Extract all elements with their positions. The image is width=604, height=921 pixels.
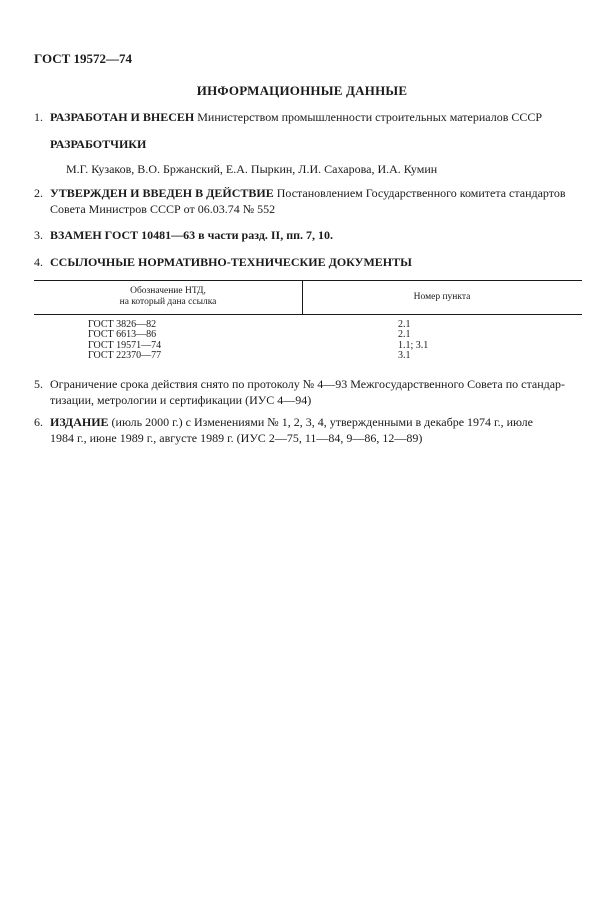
section-6-number: 6. [34,415,43,429]
section-2-number: 2. [34,186,43,200]
section-4-number: 4. [34,255,43,269]
section-1-lead: РАЗРАБОТАН И ВНЕСЕН [50,110,195,124]
section-6 [34,414,582,446]
section-2-line2: Совета Министров СССР от 06.03.74 № 552 [50,202,276,216]
section-5-line1: Ограничение срока действия снято по протоколу № 4—93 Межгосударственного Совета по стандар- [50,377,566,391]
section-5-line2: тизации, метрологии и сертификации (ИУС 4—94) [50,393,312,407]
section-4 [34,254,582,270]
section-1-text: Министерством промышленности строительных материалов СССР [197,110,543,124]
section-3 [34,227,582,243]
section-6-lead: ИЗДАНИЕ [50,415,109,429]
section-2-lead: УТВЕРЖДЕН И ВВЕДЕН В ДЕЙСТВИЕ [50,186,274,200]
table-row: 2.1 [398,319,411,330]
table-row: ГОСТ 3826—82 [88,319,157,330]
table-row: ГОСТ 6613—86 [88,329,157,341]
table-row: ГОСТ 19571—74 [88,339,162,351]
reference-table [34,280,582,362]
section-3-number: 3. [34,228,43,242]
table-row: ГОСТ 22370—77 [88,350,162,362]
table-header-document [34,286,302,308]
section-5 [34,376,582,408]
table-row: 2.1 [398,329,411,341]
table-header-rule [34,314,582,315]
developers-names: М.Г. Кузаков, В.О. Бржанский, Е.А. Пыркин, Л.И. Сахарова, И.А. Кумин [66,162,438,176]
developers-label: РАЗРАБОТЧИКИ [50,137,147,151]
section-6-line1: (июль 2000 г.) с Изменениями № 1, 2, 3, 4, утвержденными в декабре 1974 г., июле [111,415,533,429]
page-title: ИНФОРМАЦИОННЫЕ ДАННЫЕ [196,83,408,98]
table-column-documents [88,320,161,362]
table-top-rule [34,280,582,281]
section-4-text: ССЫЛОЧНЫЕ НОРМАТИВНО-ТЕХНИЧЕСКИЕ ДОКУМЕНТЫ [50,255,412,269]
section-3-text: ВЗАМЕН ГОСТ 10481—63 в части разд. II, пп. 7, 10. [50,228,334,242]
section-2 [34,185,582,217]
table-row: 1.1; 3.1 [398,339,429,351]
table-row: 3.1 [398,350,411,362]
table-header-document-line2: на который дана ссылка [119,297,217,307]
section-1 [34,109,582,125]
table-column-clauses [398,320,428,362]
section-6-line2: 1984 г., июне 1989 г., августе 1989 г. (ИУС 2—75, 11—84, 9—86, 12—89) [50,431,423,445]
table-header-clause: Номер пункта [413,292,471,302]
table-header-document-line1: Обозначение НТД, [130,286,206,296]
section-5-number: 5. [34,377,43,391]
document-id: ГОСТ 19572—74 [34,51,133,66]
section-2-text: Постановлением Государственного комитета стандартов [276,186,566,200]
section-1-number: 1. [34,110,43,124]
